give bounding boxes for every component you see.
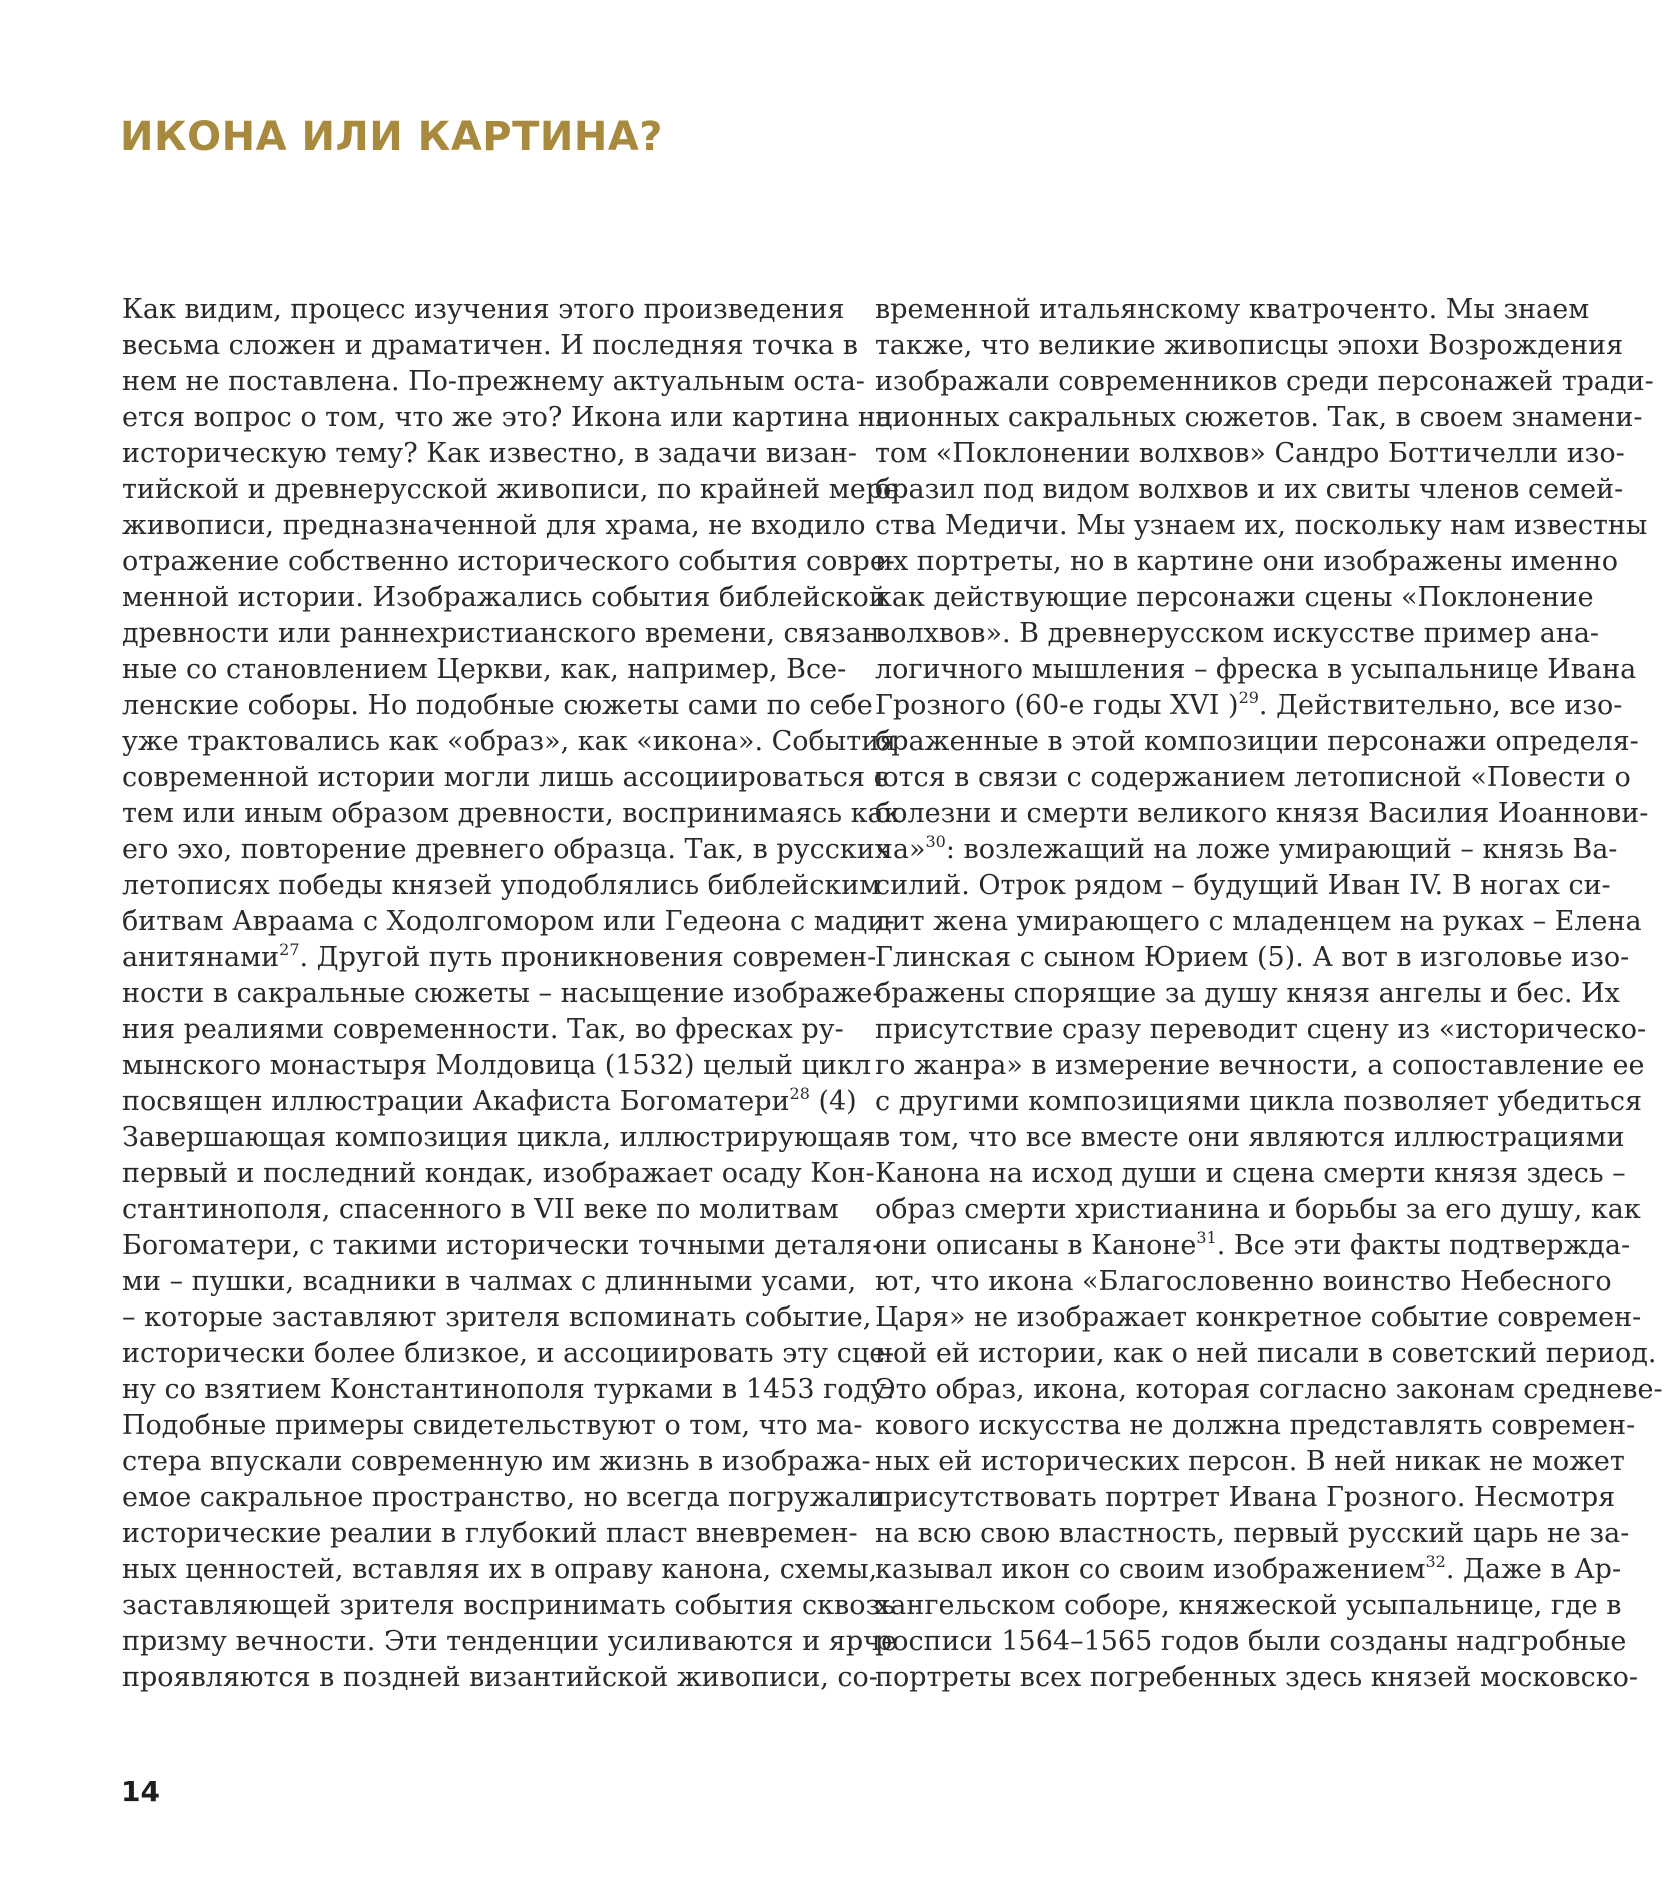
text-line: Подобные примеры свидетельствуют о том, что ма-: [122, 1410, 863, 1441]
line-text: Грозного (60-е годы XVI ): [875, 690, 1239, 721]
text-line: как действующие персонажи сцены «Поклонение: [875, 582, 1594, 613]
text-line: браженные в этой композиции персонажи определя-: [875, 726, 1639, 757]
text-line: присутствие сразу переводит сцену из «историческо-: [875, 1014, 1647, 1045]
text-line: ности в сакральные сюжеты – насыщение изображе-: [122, 978, 882, 1009]
text-line: живописи, предназначенной для храма, не входило: [122, 510, 866, 541]
text-line: Это образ, икона, которая согласно законам средневе-: [875, 1374, 1663, 1405]
text-line: исторические реалии в глубокий пласт вневремен-: [122, 1518, 858, 1549]
text-line: ют, что икона «Благословенно воинство Небесного: [875, 1266, 1612, 1297]
text-line: их портреты, но в картине они изображены именно: [875, 546, 1619, 577]
text-line: древности или раннехристианского времени, связан-: [122, 618, 889, 649]
text-line: бразил под видом волхвов и их свиты членов семей-: [875, 474, 1624, 505]
line-text: казывал икон со своим изображением: [875, 1554, 1426, 1585]
text-line: ства Медичи. Мы узнаем их, поскольку нам известны: [875, 510, 1648, 541]
text-line: образ смерти христианина и борьбы за его душу, как: [875, 1194, 1641, 1225]
text-line: современной истории могли лишь ассоциироваться с: [122, 762, 889, 793]
text-line: в том, что все вместе они являются иллюстрациями: [875, 1122, 1625, 1153]
text-line: также, что великие живописцы эпохи Возрождения: [875, 330, 1624, 361]
text-line: присутствовать портрет Ивана Грозного. Несмотря: [875, 1482, 1616, 1513]
text-line: Канона на исход души и сцена смерти князя здесь –: [875, 1158, 1626, 1189]
text-line: на всю свою властность, первый русский царь не за-: [875, 1518, 1630, 1549]
text-line: мынского монастыря Молдовица (1532) целый цикл: [122, 1050, 871, 1081]
footnote-ref: 28: [789, 1084, 810, 1103]
text-line: Глинская с сыном Юрием (5). А вот в изголовье изо-: [875, 942, 1630, 973]
text-line: кового искусства не должна представлять современ-: [875, 1410, 1636, 1441]
text-line: ленские соборы. Но подобные сюжеты сами по себе: [122, 690, 873, 721]
text-line: Как видим, процесс изучения этого произведения: [122, 294, 845, 325]
line-text: анитянами: [122, 942, 280, 973]
text-column-left: [122, 292, 901, 1696]
text-line: заставляющей зрителя воспринимать события сквозь: [122, 1590, 895, 1621]
text-line: росписи 1564–1565 годов были созданы надгробные: [875, 1626, 1627, 1657]
text-line: ные со становлением Церкви, как, например, Все-: [122, 654, 847, 685]
text-line: волхвов». В древнерусском искусстве пример ана-: [875, 618, 1600, 649]
text-line: битвам Авраама с Ходолгомором или Гедеона с мади-: [122, 906, 895, 937]
text-line: ну со взятием Константинополя турками в 1453 году.: [122, 1374, 895, 1405]
text-line: портреты всех погребенных здесь князей московско-: [875, 1662, 1639, 1693]
text-line: ми – пушки, всадники в чалмах с длинными усами,: [122, 1266, 857, 1297]
text-line: силий. Отрок рядом – будущий Иван IV. В ногах си-: [875, 870, 1611, 901]
text-line: менной истории. Изображались события библейской: [122, 582, 887, 613]
line-text: посвящен иллюстрации Акафиста Богоматери: [122, 1086, 790, 1117]
text-line: весьма сложен и драматичен. И последняя точка в: [122, 330, 858, 361]
text-line: Царя» не изображает конкретное событие современ-: [875, 1302, 1642, 1333]
text-line: логичного мышления – фреска в усыпальнице Ивана: [875, 654, 1637, 685]
text-line: стантинополя, спасенного в VII веке по молитвам: [122, 1194, 839, 1225]
text-line: с другими композициями цикла позволяет убедиться: [875, 1086, 1643, 1117]
text-line: том «Поклонении волхвов» Сандро Боттичелли изо-: [875, 438, 1625, 469]
line-text: (4): [809, 1086, 857, 1117]
text-line: [122, 1084, 857, 1120]
text-line: [122, 940, 877, 976]
line-text: . Все эти факты подтвержда-: [1216, 1230, 1631, 1261]
text-line: ной ей истории, как о ней писали в советский период.: [875, 1338, 1657, 1369]
line-text: . Даже в Ар-: [1445, 1554, 1622, 1585]
text-line: ется вопрос о том, что же это? Икона или картина на: [122, 402, 892, 433]
text-line: исторически более близкое, и ассоциировать эту сце-: [122, 1338, 895, 1369]
text-line: проявляются в поздней византийской живописи, со-: [122, 1662, 878, 1693]
text-line: уже трактовались как «образ», как «икона». События: [122, 726, 897, 757]
text-line: его эхо, повторение древнего образца. Так, в русских: [122, 834, 890, 865]
footnote-ref: 30: [925, 832, 946, 851]
footnote-ref: 29: [1238, 688, 1259, 707]
text-line: временной итальянскому кватроченто. Мы знаем: [875, 294, 1590, 325]
line-text: . Другой путь проникновения современ-: [299, 942, 877, 973]
text-line: [875, 1228, 1631, 1264]
text-line: Богоматери, с такими исторически точными деталя-: [122, 1230, 882, 1261]
text-line: [875, 832, 1618, 868]
text-line: го жанра» в измерение вечности, а сопоставление ее: [875, 1050, 1645, 1081]
text-line: отражение собственно исторического события совре-: [122, 546, 895, 577]
text-line: [875, 1552, 1622, 1588]
text-line: призму вечности. Эти тенденции усиливаются и ярче: [122, 1626, 897, 1657]
text-line: изображали современников среди персонажей тради-: [875, 366, 1654, 397]
text-line: тем или иным образом древности, воспринимаясь как: [122, 798, 901, 829]
text-line: бражены спорящие за душу князя ангелы и бес. Их: [875, 978, 1620, 1009]
page-number: 14: [121, 1775, 160, 1808]
text-column-right: [875, 292, 1663, 1696]
line-text: . Действительно, все изо-: [1258, 690, 1623, 721]
footnote-ref: 27: [279, 940, 300, 959]
text-line: Завершающая композиция цикла, иллюстрирующая: [122, 1122, 876, 1153]
page-title: ИКОНА ИЛИ КАРТИНА?: [120, 114, 664, 160]
footnote-ref: 31: [1196, 1228, 1217, 1247]
text-line: [875, 688, 1623, 724]
line-text: ча»: [875, 834, 926, 865]
line-text: : возлежащий на ложе умирающий – князь Ва-: [945, 834, 1618, 865]
text-line: первый и последний кондак, изображает осаду Кон-: [122, 1158, 875, 1189]
text-line: болезни и смерти великого князя Василия Иоаннови-: [875, 798, 1649, 829]
line-text: они описаны в Каноне: [875, 1230, 1197, 1261]
text-line: ных ей исторических персон. В ней никак не может: [875, 1446, 1625, 1477]
text-line: ются в связи с содержанием летописной «Повести о: [875, 762, 1631, 793]
text-line: летописях победы князей уподоблялись библейским: [122, 870, 881, 901]
text-line: историческую тему? Как известно, в задачи визан-: [122, 438, 857, 469]
text-line: – которые заставляют зрителя вспоминать событие,: [122, 1302, 872, 1333]
text-line: дит жена умирающего с младенцем на руках – Елена: [875, 906, 1642, 937]
text-line: нем не поставлена. По-прежнему актуальным оста-: [122, 366, 865, 397]
text-line: ционных сакральных сюжетов. Так, в своем знамени-: [875, 402, 1643, 433]
text-line: ния реалиями современности. Так, во фресках ру-: [122, 1014, 844, 1045]
text-line: тийской и древнерусской живописи, по крайней мере: [122, 474, 899, 505]
text-line: стера впускали современную им жизнь в изобража-: [122, 1446, 871, 1477]
text-line: емое сакральное пространство, но всегда погружали: [122, 1482, 886, 1513]
text-line: хангельском соборе, княжеской усыпальнице, где в: [875, 1590, 1622, 1621]
text-line: ных ценностей, вставляя их в оправу канона, схемы,: [122, 1554, 878, 1585]
footnote-ref: 32: [1425, 1552, 1446, 1571]
